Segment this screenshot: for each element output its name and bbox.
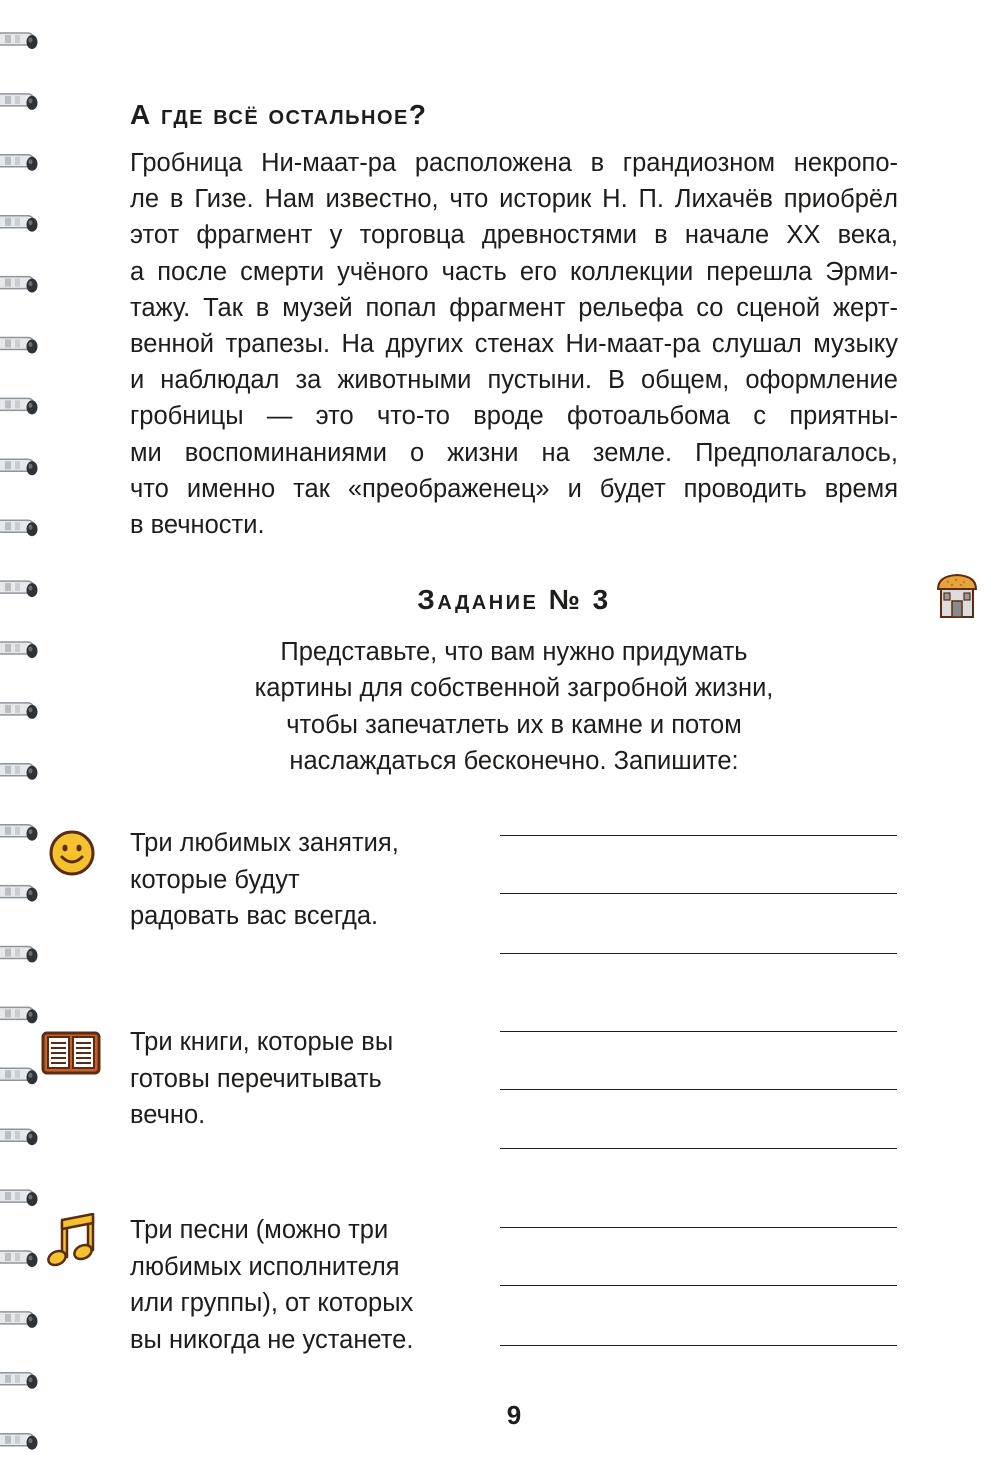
answer-line (500, 1089, 897, 1090)
spiral-coil (0, 703, 38, 719)
item-prompt-line: которые будут (130, 865, 300, 894)
task-instructions (130, 634, 898, 780)
spiral-coil (0, 33, 38, 49)
task-item-songs (0, 1212, 1000, 1362)
spiral-coil (0, 642, 38, 658)
item-prompt (130, 1024, 393, 1134)
answer-line (500, 835, 897, 836)
spiral-coil (0, 338, 38, 354)
item-prompt-line: радовать вас всегда. (130, 902, 379, 931)
item-prompt (130, 825, 399, 935)
paragraph-line: а после смерти учёного часть его коллекции перешла Эрми- (130, 257, 898, 286)
music-note-icon (47, 1213, 97, 1269)
smiley-icon (48, 829, 96, 877)
page-number: 9 (506, 1400, 522, 1430)
answer-line (500, 1345, 897, 1346)
spiral-coil (0, 520, 38, 536)
item-prompt-line: Три книги, которые вы (130, 1028, 394, 1056)
spiral-coil (0, 1007, 38, 1023)
paragraph-line: Гробница Ни-маат-ра расположена в грандиозном некропо- (130, 149, 898, 177)
answer-line (500, 1031, 897, 1032)
paragraph-line: и наблюдал за животными пустыни. В общем, оформление (130, 366, 898, 395)
paragraph-line: ле в Гизе. Нам известно, что историк Н. П. Лихачёв приобрёл (130, 185, 898, 214)
spiral-coil (0, 1434, 38, 1450)
answer-line (500, 893, 897, 894)
instruction-line: картины для собственной загробной жизни, (254, 674, 774, 703)
spiral-coil (0, 581, 38, 597)
paragraph-line: гробницы — это что-то вроде фотоальбома с приятны- (130, 402, 898, 431)
paragraph-line: венной трапезы. На других стенах Ни-маат-ра слушал музыку (130, 329, 898, 358)
task-title: Задание № 3 (417, 584, 611, 615)
item-prompt-line: Три песни (можно три (130, 1216, 389, 1244)
item-prompt (130, 1212, 413, 1358)
spiral-coil (0, 1190, 38, 1206)
answer-line (500, 1285, 897, 1286)
spiral-coil (0, 277, 38, 293)
item-prompt-line: вечно. (130, 1101, 206, 1130)
paragraph-line: что именно так «преображенец» и будет проводить время (130, 474, 898, 503)
task-item-activities (0, 825, 1000, 975)
instruction-line: чтобы запечатлеть их в камне и потом (286, 710, 742, 739)
spiral-coil (0, 398, 38, 414)
book-icon (41, 1029, 101, 1077)
paragraph-line: тажу. Так в музей попал фрагмент рельефа со сценой жерт- (130, 293, 898, 322)
paragraph-line: этот фрагмент у торговца древностями в начале XX века, (130, 221, 898, 250)
instruction-line: Представьте, что вам нужно придумать (280, 638, 748, 666)
spiral-coil (0, 216, 38, 232)
answer-line (500, 1227, 897, 1228)
paragraph-line: в вечности. (130, 510, 265, 539)
answer-line (500, 953, 897, 954)
spiral-coil (0, 94, 38, 110)
body-paragraph (130, 145, 898, 543)
building-icon (934, 572, 980, 620)
section-heading: А где всё остальное? (130, 99, 428, 130)
paragraph-line: ми воспоминаниями о жизни на земле. Предполагалось, (130, 438, 898, 467)
spiral-coil (0, 764, 38, 780)
item-prompt-line: любимых исполнителя (130, 1252, 400, 1281)
item-prompt-line: Три любимых занятия, (130, 829, 399, 857)
item-prompt-line: вы никогда не устанете. (130, 1325, 414, 1354)
item-prompt-line: готовы перечитывать (130, 1064, 382, 1093)
item-prompt-line: или группы), от которых (130, 1289, 414, 1318)
spiral-coil (0, 459, 38, 475)
spiral-coil (0, 155, 38, 171)
answer-line (500, 1148, 897, 1149)
task-item-books (0, 1024, 1000, 1174)
spiral-coil (0, 1373, 38, 1389)
instruction-line: наслаждаться бесконечно. Запишите: (289, 747, 739, 776)
